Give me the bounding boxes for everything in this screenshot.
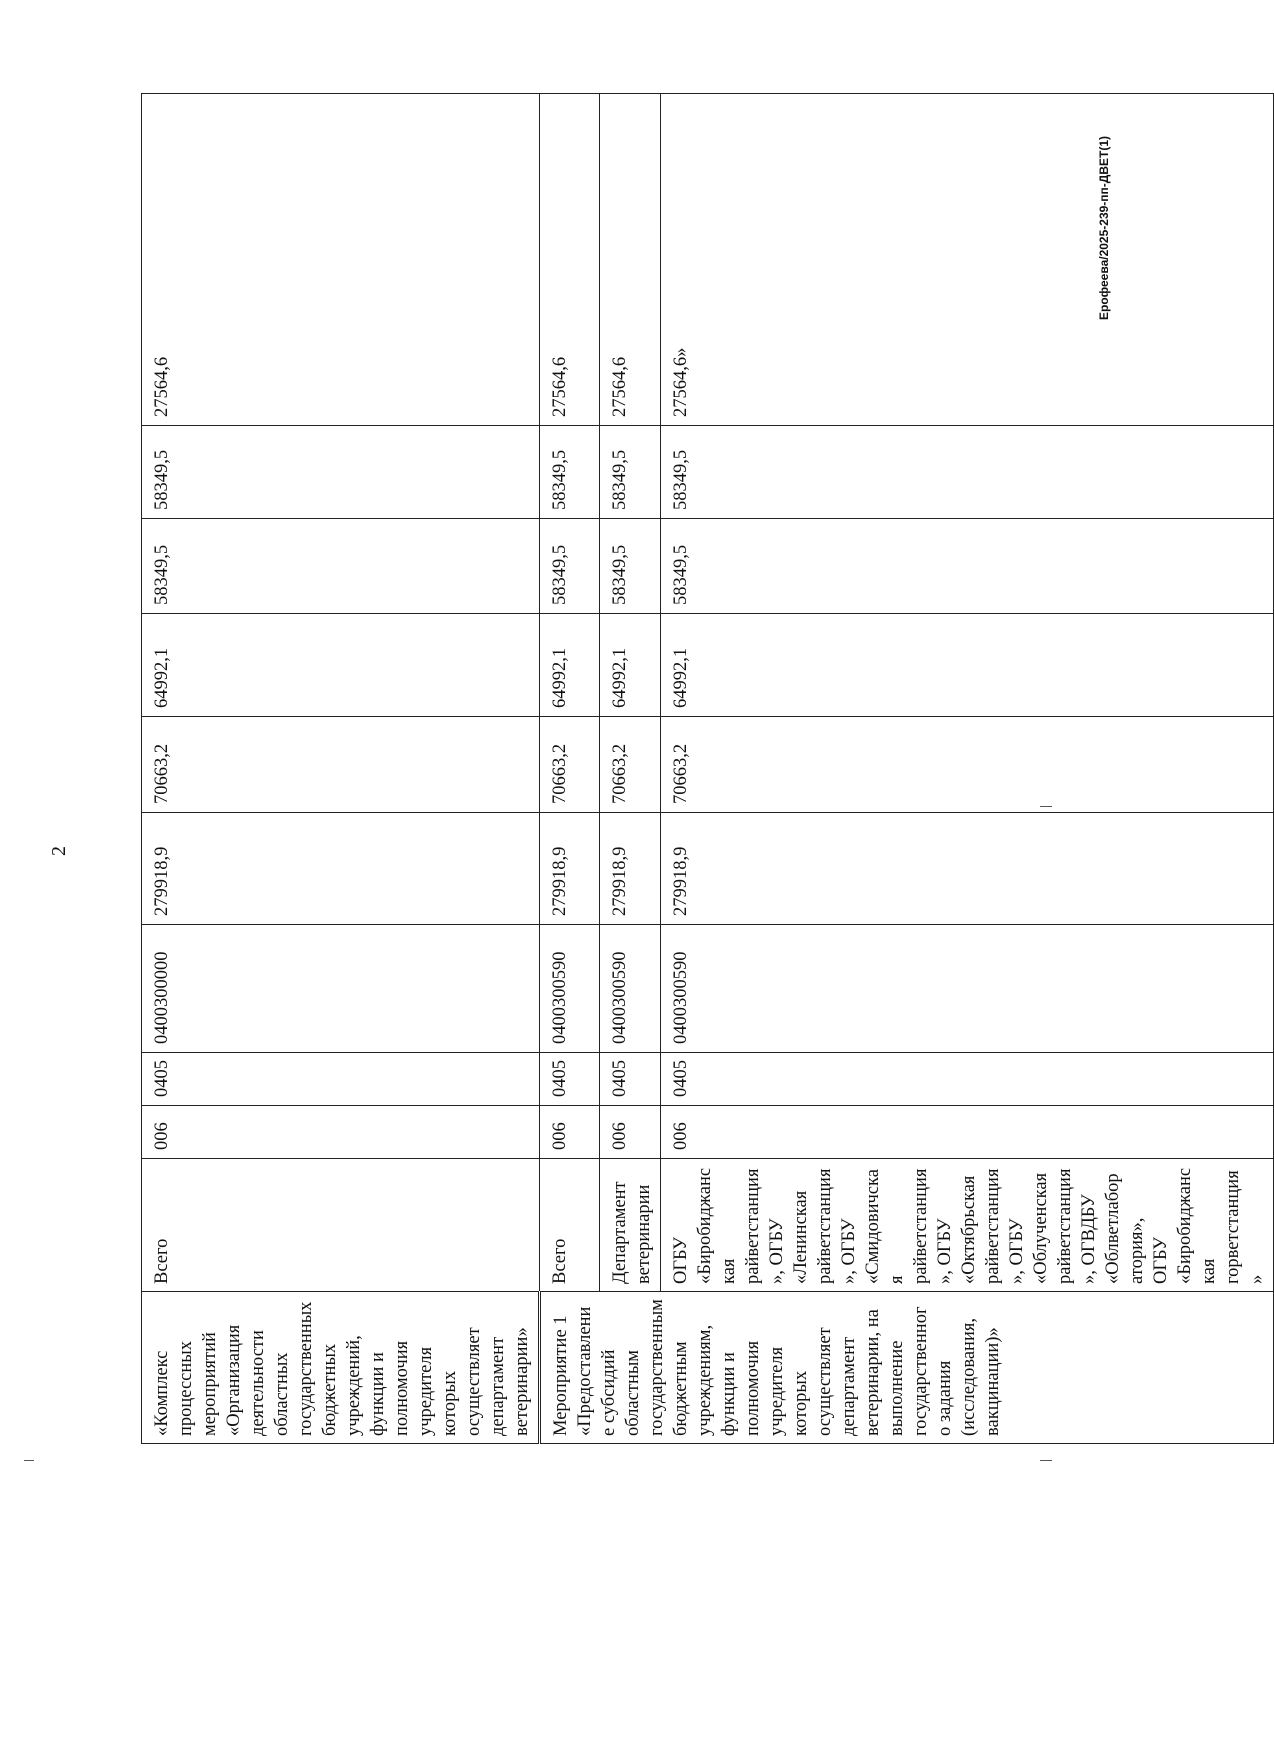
total-amount-cell: 279918,9 xyxy=(661,813,1274,925)
grbs-code-cell: 006 xyxy=(142,1106,540,1159)
year5-amount-cell: 27564,6» xyxy=(661,94,1274,426)
year4-amount-cell: 58349,5 xyxy=(142,426,540,519)
grbs-code-cell: 006 xyxy=(661,1106,1274,1159)
total-amount-cell: 279918,9 xyxy=(540,813,600,925)
year1-amount-cell: 70663,2 xyxy=(142,717,540,813)
section-code-cell: 0405 xyxy=(600,1053,661,1106)
scan-mark xyxy=(1040,1460,1052,1461)
year5-amount-cell: 27564,6 xyxy=(600,94,661,426)
table-row xyxy=(540,94,600,1444)
year1-amount-cell: 70663,2 xyxy=(540,717,600,813)
program-name-cell: «Комплекс процессных мероприятий «Организация деятельности областных государственных бюджетных учреждений, функции и полномочия учредителя которых осуществляет департамент ветеринарии» xyxy=(142,1292,540,1444)
year2-amount-cell: 64992,1 xyxy=(142,614,540,717)
year3-amount-cell: 58349,5 xyxy=(600,519,661,614)
year1-amount-cell: 70663,2 xyxy=(600,717,661,813)
target-article-cell: 0400300590 xyxy=(661,925,1274,1053)
table-row xyxy=(142,94,540,1444)
year5-amount-cell: 27564,6 xyxy=(142,94,540,426)
executor-cell: ОГБУ «Биробиджанская райветстанция», ОГБУ «Ленинская райветстанция», ОГБУ «Смидовичская райветстанция», ОГБУ «Октябрьская райветстанция», ОГБУ «Облученская райветстанция», ОГВДБУ «Облветлаборатория», ОГБУ «Биробиджанская горветстанция» xyxy=(661,1159,1274,1292)
target-article-cell: 0400300590 xyxy=(540,925,600,1053)
year3-amount-cell: 58349,5 xyxy=(142,519,540,614)
section-code-cell: 0405 xyxy=(142,1053,540,1106)
year3-amount-cell: 58349,5 xyxy=(540,519,600,614)
budget-allocation-table xyxy=(141,93,1274,1444)
section-code-cell: 0405 xyxy=(540,1053,600,1106)
table-row xyxy=(600,94,661,1444)
executor-cell: Всего xyxy=(142,1159,540,1292)
year5-amount-cell: 27564,6 xyxy=(540,94,600,426)
year4-amount-cell: 58349,5 xyxy=(540,426,600,519)
total-amount-cell: 279918,9 xyxy=(600,813,661,925)
executor-cell: Всего xyxy=(540,1159,600,1292)
document-registration-stamp: Ерофеева/2025-239-пп-ДВЕТ(1) xyxy=(1097,136,1111,320)
total-amount-cell: 279918,9 xyxy=(142,813,540,925)
year4-amount-cell: 58349,5 xyxy=(600,426,661,519)
page-number: 2 xyxy=(48,846,70,856)
year2-amount-cell: 64992,1 xyxy=(661,614,1274,717)
target-article-cell: 0400300590 xyxy=(600,925,661,1053)
scan-mark xyxy=(24,1460,34,1461)
year1-amount-cell: 70663,2 xyxy=(661,717,1274,813)
measure-name-cell: Мероприятие 1 «Предоставление субсидий областным государственным бюджетным учреждениям, функции и полномочия учредителя которых осуществляет департамент ветеринарии, на выполнение государственного задания (исследования, вакцинации)» xyxy=(540,1292,1274,1444)
year2-amount-cell: 64992,1 xyxy=(600,614,661,717)
grbs-code-cell: 006 xyxy=(600,1106,661,1159)
year3-amount-cell: 58349,5 xyxy=(661,519,1274,614)
grbs-code-cell: 006 xyxy=(540,1106,600,1159)
target-article-cell: 0400300000 xyxy=(142,925,540,1053)
executor-cell: Департамент ветеринарии xyxy=(600,1159,661,1292)
year2-amount-cell: 64992,1 xyxy=(540,614,600,717)
table-row xyxy=(661,94,1274,1444)
year4-amount-cell: 58349,5 xyxy=(661,426,1274,519)
section-code-cell: 0405 xyxy=(661,1053,1274,1106)
